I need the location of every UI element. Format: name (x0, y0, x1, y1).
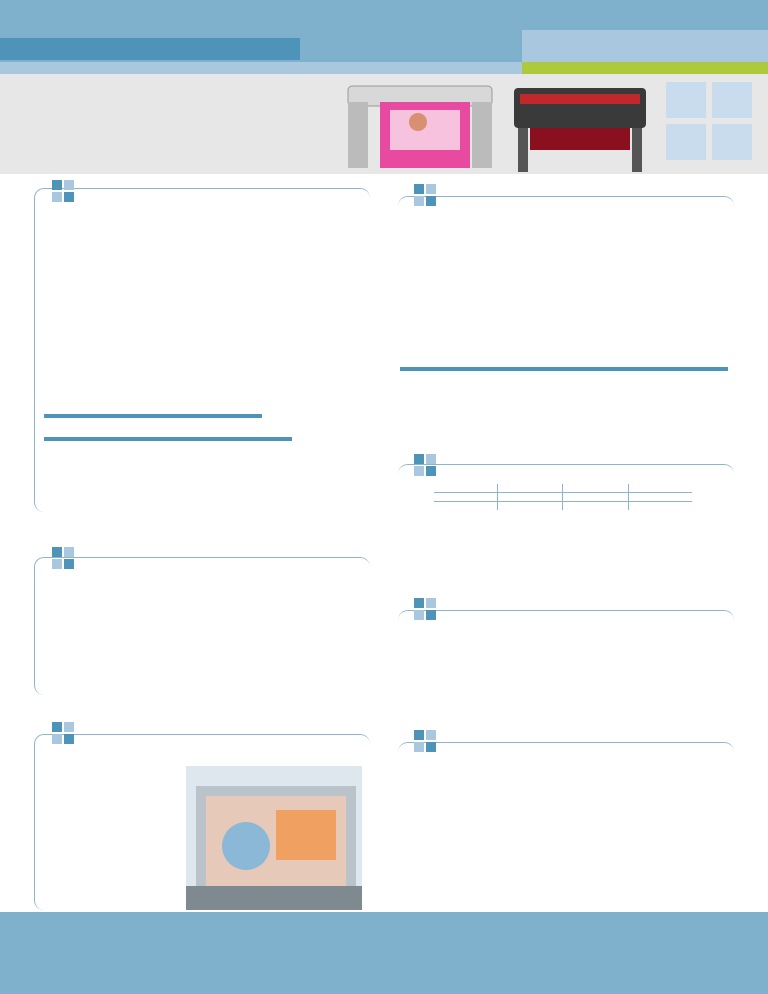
section-squares-icon (414, 454, 436, 476)
table-cell (434, 502, 497, 511)
prespaziati-label (44, 414, 262, 418)
header-decor-blue (522, 30, 768, 62)
col-misure (434, 484, 497, 493)
table-row (434, 502, 692, 511)
section-squares-icon (52, 722, 74, 744)
decor-square (666, 82, 706, 118)
footer (0, 912, 768, 994)
table-cell (563, 502, 629, 511)
rifinitura-section-box (34, 557, 370, 695)
decor-square (712, 82, 752, 118)
decor-square (666, 124, 706, 160)
pvc-section-box (34, 188, 370, 512)
table-row (434, 493, 692, 502)
printer-image (340, 82, 500, 172)
table-cell (497, 493, 563, 502)
building-banner-image (186, 766, 362, 910)
blueback-section-box (398, 610, 734, 710)
stendardi-table (434, 484, 692, 510)
col-50pz (629, 484, 692, 493)
sublimatico-label (400, 367, 728, 371)
banner-section-box (398, 196, 734, 440)
table-cell (563, 493, 629, 502)
col-30pz (563, 484, 629, 493)
section-squares-icon (414, 598, 436, 620)
subtitle-background (0, 38, 300, 60)
section-squares-icon (414, 184, 436, 206)
table-cell (497, 502, 563, 511)
taglio-label (44, 437, 292, 441)
printer-image (510, 78, 650, 174)
table-cell (629, 502, 692, 511)
table-cell (629, 493, 692, 502)
table-cell (434, 493, 497, 502)
stendardi-section-box (398, 464, 734, 574)
header-decor-green (522, 62, 768, 74)
pannello-section-box (398, 742, 734, 902)
section-squares-icon (414, 730, 436, 752)
section-squares-icon (52, 180, 74, 202)
section-squares-icon (52, 547, 74, 569)
decor-square (712, 124, 752, 160)
col-10pz (497, 484, 563, 493)
